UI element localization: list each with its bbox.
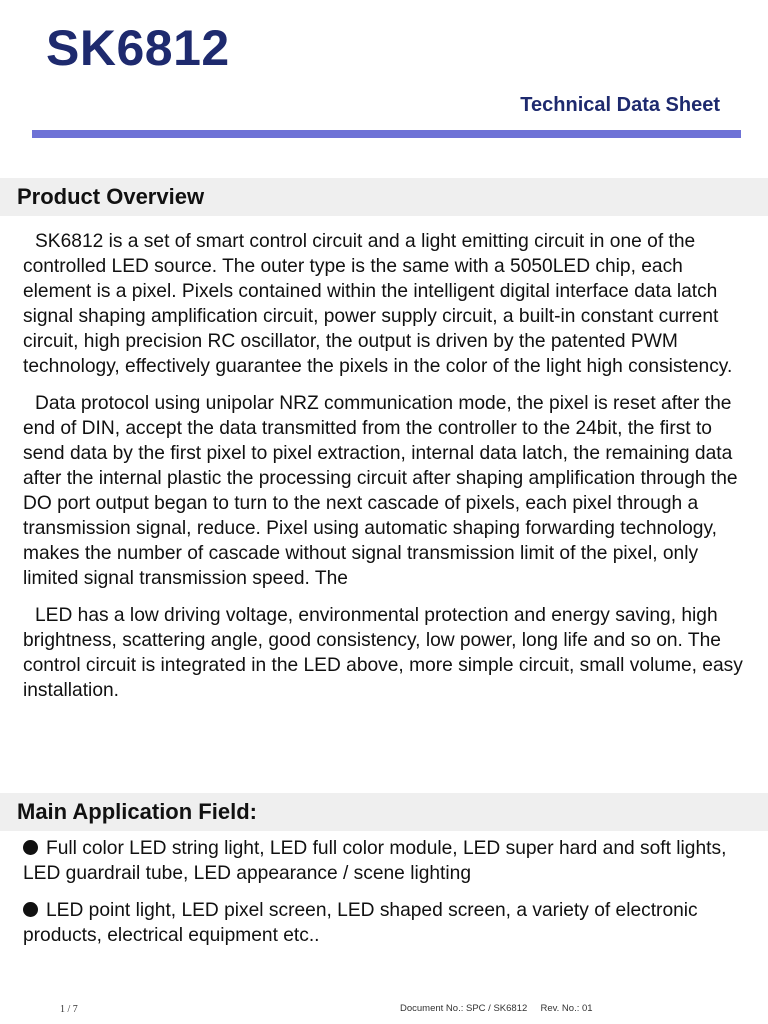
document-subtitle: Technical Data Sheet xyxy=(520,94,720,116)
page-number: 1 / 7 xyxy=(60,1004,78,1015)
overview-paragraph-3: LED has a low driving voltage, environmental protection and energy saving, high brightness, scattering angle, good consistency, low power, long life and so on. The control circuit is integrated in the LED above, more simple circuit, small volume, easy installation. xyxy=(23,605,743,701)
overview-body xyxy=(23,229,753,715)
application-item-text: LED point light, LED pixel screen, LED shaped screen, a variety of electronic products, electrical equipment etc.. xyxy=(23,900,698,946)
application-item-text: Full color LED string light, LED full color module, LED super hard and soft lights, LED guardrail tube, LED appearance / scene lighting xyxy=(23,838,727,884)
bullet-icon xyxy=(23,902,38,917)
application-item xyxy=(23,898,753,948)
footer-document-info xyxy=(400,1003,593,1014)
bullet-icon xyxy=(23,840,38,855)
document-number: Document No.: SPC / SK6812 xyxy=(400,1003,528,1014)
overview-paragraph-1: SK6812 is a set of smart control circuit and a light emitting circuit in one of the controlled LED source. The outer type is the same with a 5050LED chip, each element is a pixel. Pixels contained within the intelligent digital interface data latch signal shaping amplification circuit, power supply circuit, a built-in constant current circuit, high precision RC oscillator, the output is driven by the patented PWM technology, effectively guarantee the pixels in the color of the light high consistency. xyxy=(23,231,733,377)
section-heading-overview: Product Overview xyxy=(0,178,768,216)
application-list xyxy=(23,836,753,960)
overview-paragraph-2: Data protocol using unipolar NRZ communication mode, the pixel is reset after the end of DIN, accept the data transmitted from the controller to the 24bit, the first to send data by the first pixel to pixel extraction, internal data latch, the remaining data after the internal plastic the processing circuit after shaping amplification through the DO port output began to turn to the next cascade of pixels, each pixel through a transmission signal, reduce. Pixel using automatic shaping forwarding technology, makes the number of cascade without signal transmission limit of the pixel, only limited signal transmission speed. The xyxy=(23,393,738,589)
section-heading-application: Main Application Field: xyxy=(0,793,768,831)
application-item xyxy=(23,836,753,886)
document-title: SK6812 xyxy=(46,20,230,76)
header-rule xyxy=(32,130,741,138)
revision-number: Rev. No.: 01 xyxy=(540,1003,593,1014)
